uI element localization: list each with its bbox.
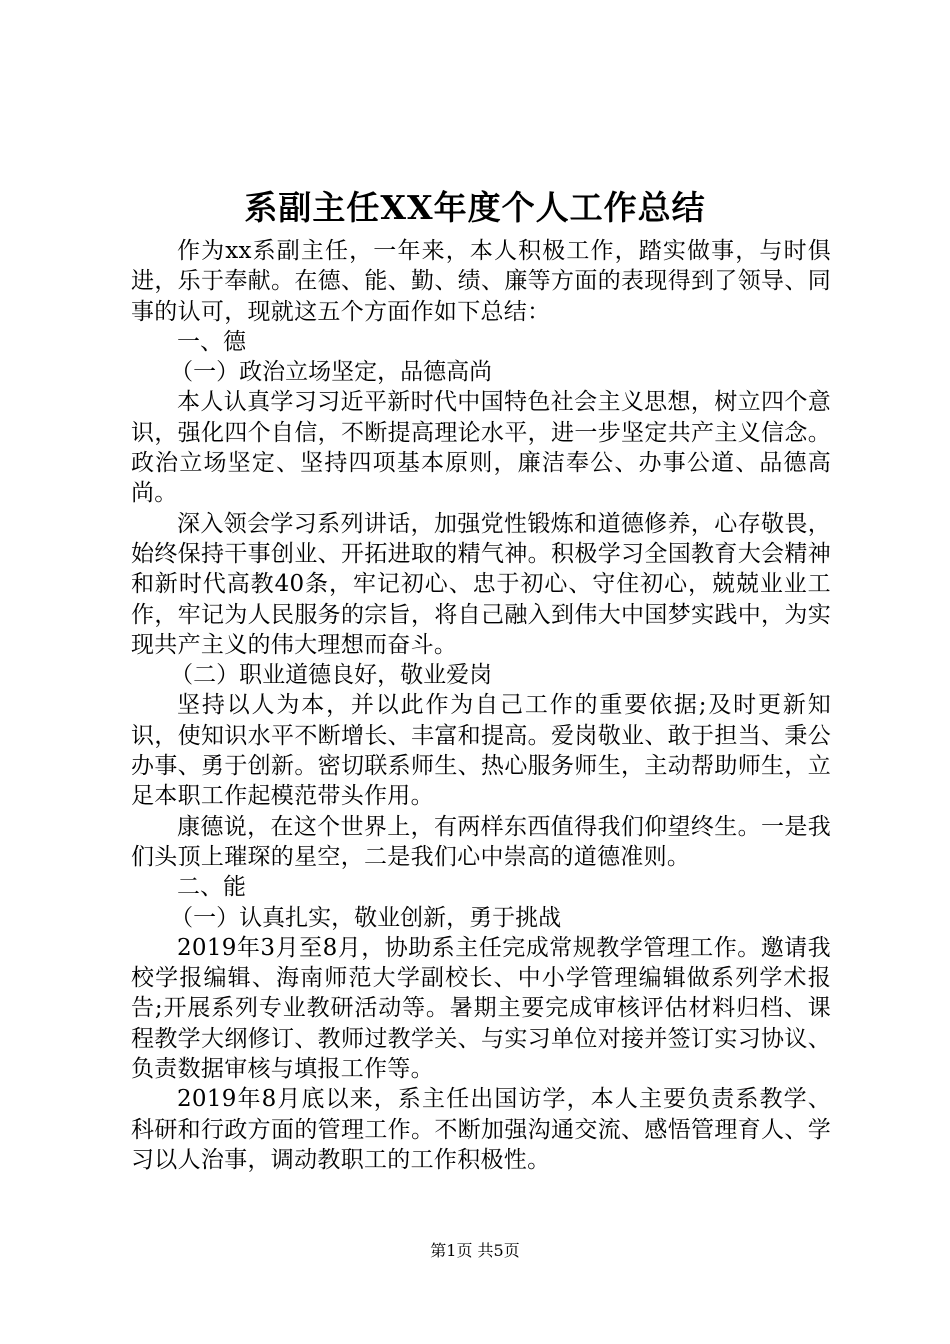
page-footer: 第1页 共5页 (430, 1241, 520, 1260)
section-heading-de: 一、德 (177, 328, 246, 355)
subsection-heading-ethics: （二）职业道德良好，敬业爱岗 (170, 662, 493, 689)
paragraph-cultivation: 深入领会学习系列讲话，加强党性锻炼和道德修养，心存敬畏，始终保持干事创业、开拓进取的精气神。积极学习全国教育大会精神和新时代高教40条，牢记初心、忠于初心、守住初心，兢兢业业工作，牢记为人民服务的宗旨，将自己融入到伟大中国梦实践中，为实现共产主义的伟大理想而奋斗。 (131, 510, 831, 658)
document-body (131, 236, 831, 1175)
paragraph-study: 本人认真学习习近平新时代中国特色社会主义思想，树立四个意识，强化四个自信，不断提高理论水平，进一步坚定共产主义信念。政治立场坚定、坚持四项基本原则，廉洁奉公、办事公道、品德高尚。 (131, 389, 831, 507)
subsection-heading-diligent: （一）认真扎实，敬业创新，勇于挑战 (170, 904, 562, 931)
paragraph-people-oriented: 坚持以人为本，并以此作为自己工作的重要依据;及时更新知识，使知识水平不断增长、丰富和提高。爱岗敬业、敢于担当、秉公办事、勇于创新。密切联系师生、热心服务师生，主动帮助师生，立足本职工作起模范带头作用。 (131, 692, 831, 810)
section-heading-neng: 二、能 (177, 874, 246, 901)
subsection-heading-political: （一）政治立场坚定，品德高尚 (170, 359, 493, 386)
paragraph-kant: 康德说，在这个世界上，有两样东西值得我们仰望终生。一是我们头顶上璀琛的星空，二是我们心中崇高的道德准则。 (131, 813, 831, 870)
document-title: 系副主任XX年度个人工作总结 (244, 188, 706, 227)
paragraph-august-onward: 2019年8月底以来，系主任出国访学，本人主要负责系教学、科研和行政方面的管理工作。不断加强沟通交流、感悟管理育人、学习以人治事，调动教职工的工作积极性。 (131, 1086, 831, 1173)
paragraph-intro: 作为xx系副主任，一年来，本人积极工作，踏实做事，与时俱进，乐于奉献。在德、能、勤、绩、廉等方面的表现得到了领导、同事的认可，现就这五个方面作如下总结： (131, 238, 831, 325)
paragraph-march-august: 2019年3月至8月，协助系主任完成常规教学管理工作。邀请我校学报编辑、海南师范大学副校长、中小学管理编辑做系列学术报告;开展系列专业教研活动等。暑期主要完成审核评估材料归档、课程教学大纲修订、教师过教学关、与实习单位对接并签订实习协议、负责数据审核与填报工作等。 (131, 934, 831, 1083)
